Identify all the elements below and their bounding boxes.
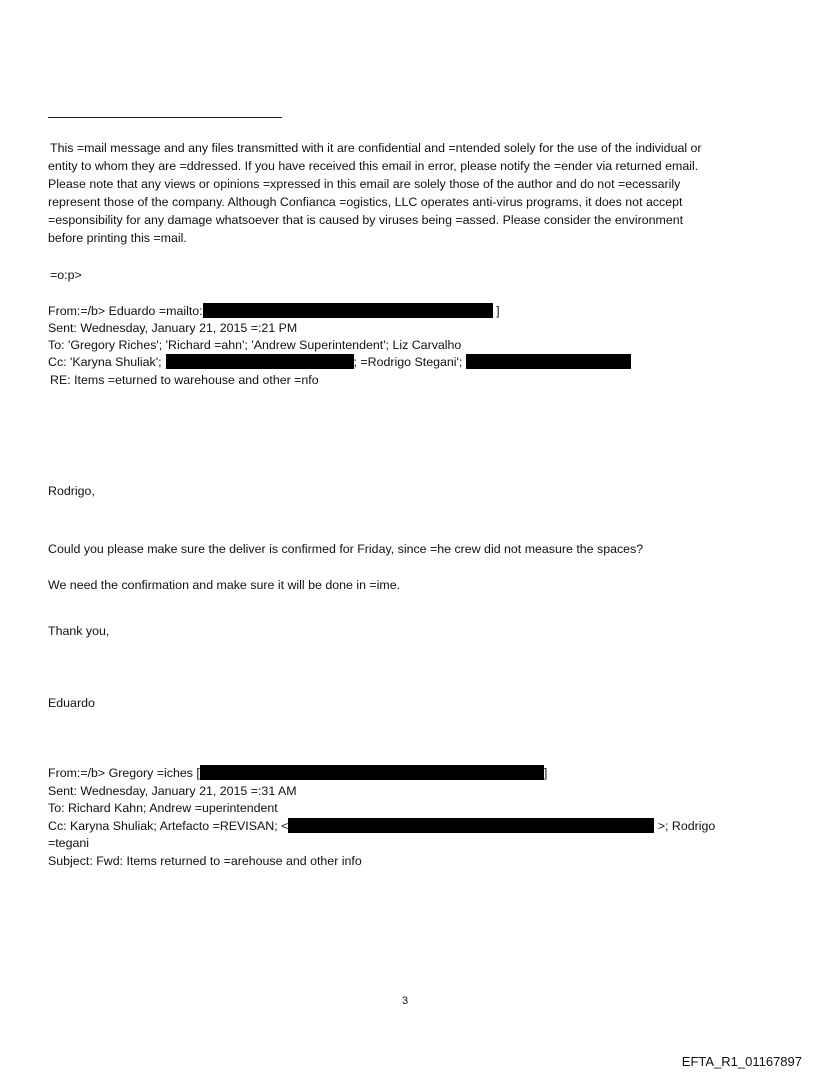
disclaimer-line: entity to whom they are =ddressed. If you have received this email in error, please notify the =ender via returned email. [48, 159, 699, 173]
redaction [166, 354, 354, 369]
redaction [203, 303, 493, 318]
email1-from [48, 303, 500, 319]
closing: Thank you, [48, 624, 110, 638]
body-line: Could you please make sure the deliver is confirmed for Friday, since =he crew did not measure the spaces? [48, 542, 644, 556]
signature: Eduardo [48, 696, 95, 710]
email2-to: To: Richard Kahn; Andrew =uperintendent [48, 801, 278, 815]
disclaimer-line: This =mail message and any files transmitted with it are confidential and =ntended solely for the use of the individual or [50, 141, 702, 155]
redaction [466, 354, 631, 369]
page-number: 3 [402, 995, 409, 1007]
email2-from [48, 765, 547, 781]
email1-cc [48, 354, 631, 370]
cc-text: >; Rodrigo [657, 819, 716, 833]
cc-label: Cc: Karyna Shuliak; Artefacto =REVISAN; < [48, 819, 289, 833]
separator-line [48, 117, 282, 118]
email1-sent: Sent: Wednesday, January 21, 2015 =:21 PM [48, 321, 298, 335]
email2-subject: Subject: Fwd: Items returned to =arehouse and other info [48, 854, 362, 868]
cc-text: ; =Rodrigo Stegani'; [353, 355, 463, 369]
bracket: ] [543, 766, 548, 780]
bracket: ] [496, 304, 500, 318]
redaction [288, 818, 654, 833]
op-tag: =o:p> [50, 268, 82, 282]
email2-cc-cont: =tegani [48, 836, 89, 850]
body-line: We need the confirmation and make sure it will be done in =ime. [48, 578, 401, 592]
cc-label: Cc: 'Karyna Shuliak'; [48, 355, 162, 369]
from-label: From:=/b> Gregory =iches [ [48, 766, 200, 780]
redaction [200, 765, 544, 780]
email1-to: To: 'Gregory Riches'; 'Richard =ahn'; 'Andrew Superintendent'; Liz Carvalho [48, 338, 462, 352]
disclaimer-line: before printing this =mail. [48, 231, 187, 245]
greeting: Rodrigo, [48, 484, 95, 498]
disclaimer-line: =esponsibility for any damage whatsoever that is caused by viruses being =assed. Please consider the environment [48, 213, 684, 227]
disclaimer-line: represent those of the company. Although Confianca =ogistics, LLC operates anti-virus programs, it does not accept [48, 195, 683, 209]
from-label: From:=/b> Eduardo =mailto: [48, 304, 203, 318]
email2-sent: Sent: Wednesday, January 21, 2015 =:31 AM [48, 784, 297, 798]
disclaimer-line: Please note that any views or opinions =xpressed in this email are solely those of the author and do not =ecessarily [48, 177, 681, 191]
email1-subject: RE: Items =eturned to warehouse and other =nfo [50, 373, 319, 387]
document-id: EFTA_R1_01167897 [681, 1054, 802, 1069]
email2-cc [48, 818, 715, 834]
